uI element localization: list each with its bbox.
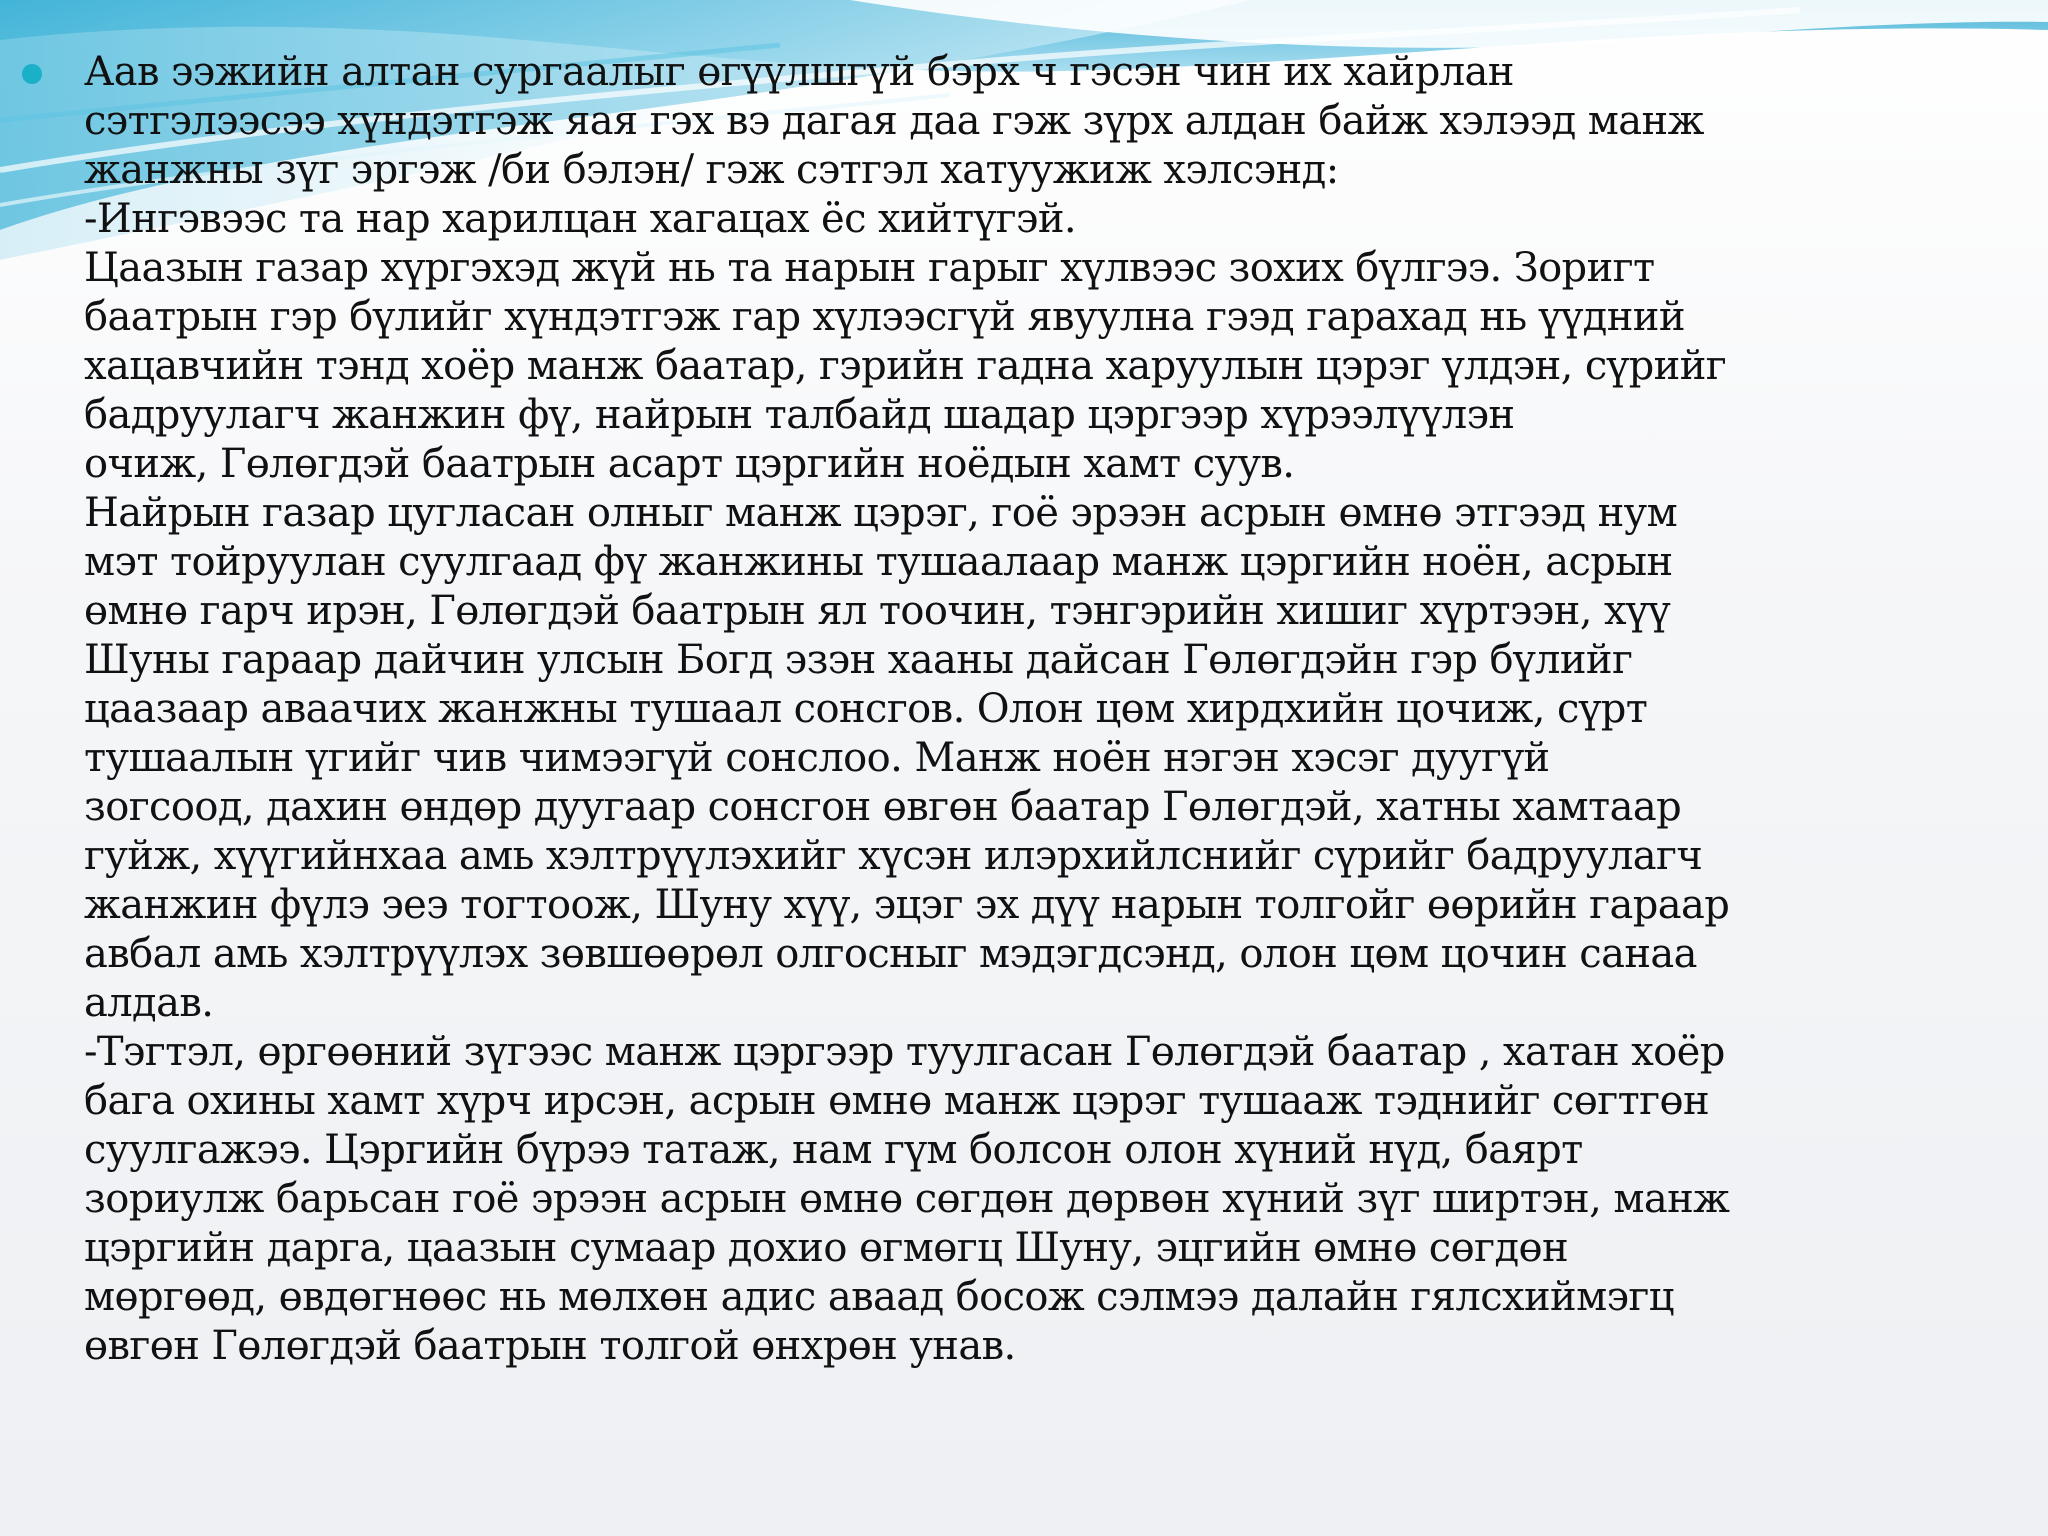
text-line: баатрын гэр бүлийг хүндэтгэж гар хүлээсгүй явуулна гээд гарахад нь үүдний (84, 294, 1685, 340)
text-line: зориулж барьсан гоё эрээн асрын өмнө сөгдөн дөрвөн хүний зүг ширтэн, манж (84, 1176, 1730, 1222)
text-line: Аав ээжийн алтан сургаалыг өгүүлшгүй бэрх ч гэсэн чин их хайрлан (84, 49, 1514, 95)
text-line: гуйж, хүүгийнхаа амь хэлтрүүлэхийг хүсэн илэрхийлснийг сүрийг бадруулагч (84, 833, 1703, 879)
text-line: тушаалын үгийг чив чимээгүй сонслоо. Манж ноён нэгэн хэсэг дуугүй (84, 735, 1550, 781)
bullet-paragraph (22, 48, 2012, 1371)
text-line: суулгажээ. Цэргийн бүрээ татаж, нам гүм болсон олон хүний нүд, баярт (84, 1127, 1583, 1173)
content-area (22, 48, 2012, 1371)
text-line: жанжин фүлэ эеэ тогтоож, Шуну хүү, эцэг эх дүү нарын толгойг өөрийн гараар (84, 882, 1730, 928)
text-line: Цаазын газар хүргэхэд жүй нь та нарын гарыг хүлвээс зохих бүлгээ. Зоригт (84, 245, 1655, 291)
text-line: Найрын газар цугласан олныг манж цэрэг, гоё эрээн асрын өмнө этгээд нум (84, 490, 1678, 536)
text-line: Шуны гараар дайчин улсын Богд эзэн хааны дайсан Гөлөгдэйн гэр бүлийг (84, 637, 1633, 683)
text-line: хацавчийн тэнд хоёр манж баатар, гэрийн гадна харуулын цэрэг үлдэн, сүрийг (84, 343, 1727, 389)
text-line: зогсоод, дахин өндөр дуугаар сонсгон өвгөн баатар Гөлөгдэй, хатны хамтаар (84, 784, 1682, 830)
paragraph-text (84, 48, 2012, 1371)
text-line: өмнө гарч ирэн, Гөлөгдэй баатрын ял тоочин, тэнгэрийн хишиг хүртээн, хүү (84, 588, 1670, 634)
text-line: бага охины хамт хүрч ирсэн, асрын өмнө манж цэрэг тушааж тэднийг сөгтгөн (84, 1078, 1710, 1124)
text-line: -Тэгтэл, өргөөний зүгээс манж цэргээр туулгасан Гөлөгдэй баатар , хатан хоёр (84, 1029, 1725, 1075)
text-line: сэтгэлээсээ хүндэтгэж яая гэх вэ дагая даа гэж зүрх алдан байж хэлээд манж (84, 98, 1704, 144)
text-line: бадруулагч жанжин фү, найрын талбайд шадар цэргээр хүрээлүүлэн (84, 392, 1515, 438)
text-line: мэт тойруулан суулгаад фү жанжины тушаалаар манж цэргийн ноён, асрын (84, 539, 1673, 585)
text-line: мөргөөд, өвдөгнөөс нь мөлхөн адис аваад босож сэлмээ далайн гялсхиймэгц (84, 1274, 1674, 1320)
text-line: өвгөн Гөлөгдэй баатрын толгой өнхрөн унав. (84, 1323, 1016, 1369)
text-line: очиж, Гөлөгдэй баатрын асарт цэргийн ноёдын хамт суув. (84, 441, 1295, 487)
round-bullet-icon (22, 64, 42, 84)
text-line: цаазаар аваачих жанжны тушаал сонсгов. Олон цөм хирдхийн цочиж, сүрт (84, 686, 1648, 732)
text-line: алдав. (84, 980, 214, 1026)
text-line: цэргийн дарга, цаазын сумаар дохио өгмөгц Шуну, эцгийн өмнө сөгдөн (84, 1225, 1569, 1271)
text-line: жанжны зүг эргэж /би бэлэн/ гэж сэтгэл хатуужиж хэлсэнд: (84, 147, 1339, 193)
text-line: -Ингэвээс та нар харилцан хагацах ёс хийтүгэй. (84, 196, 1076, 242)
text-line: авбал амь хэлтрүүлэх зөвшөөрөл олгосныг мэдэгдсэнд, олон цөм цочин санаа (84, 931, 1697, 977)
